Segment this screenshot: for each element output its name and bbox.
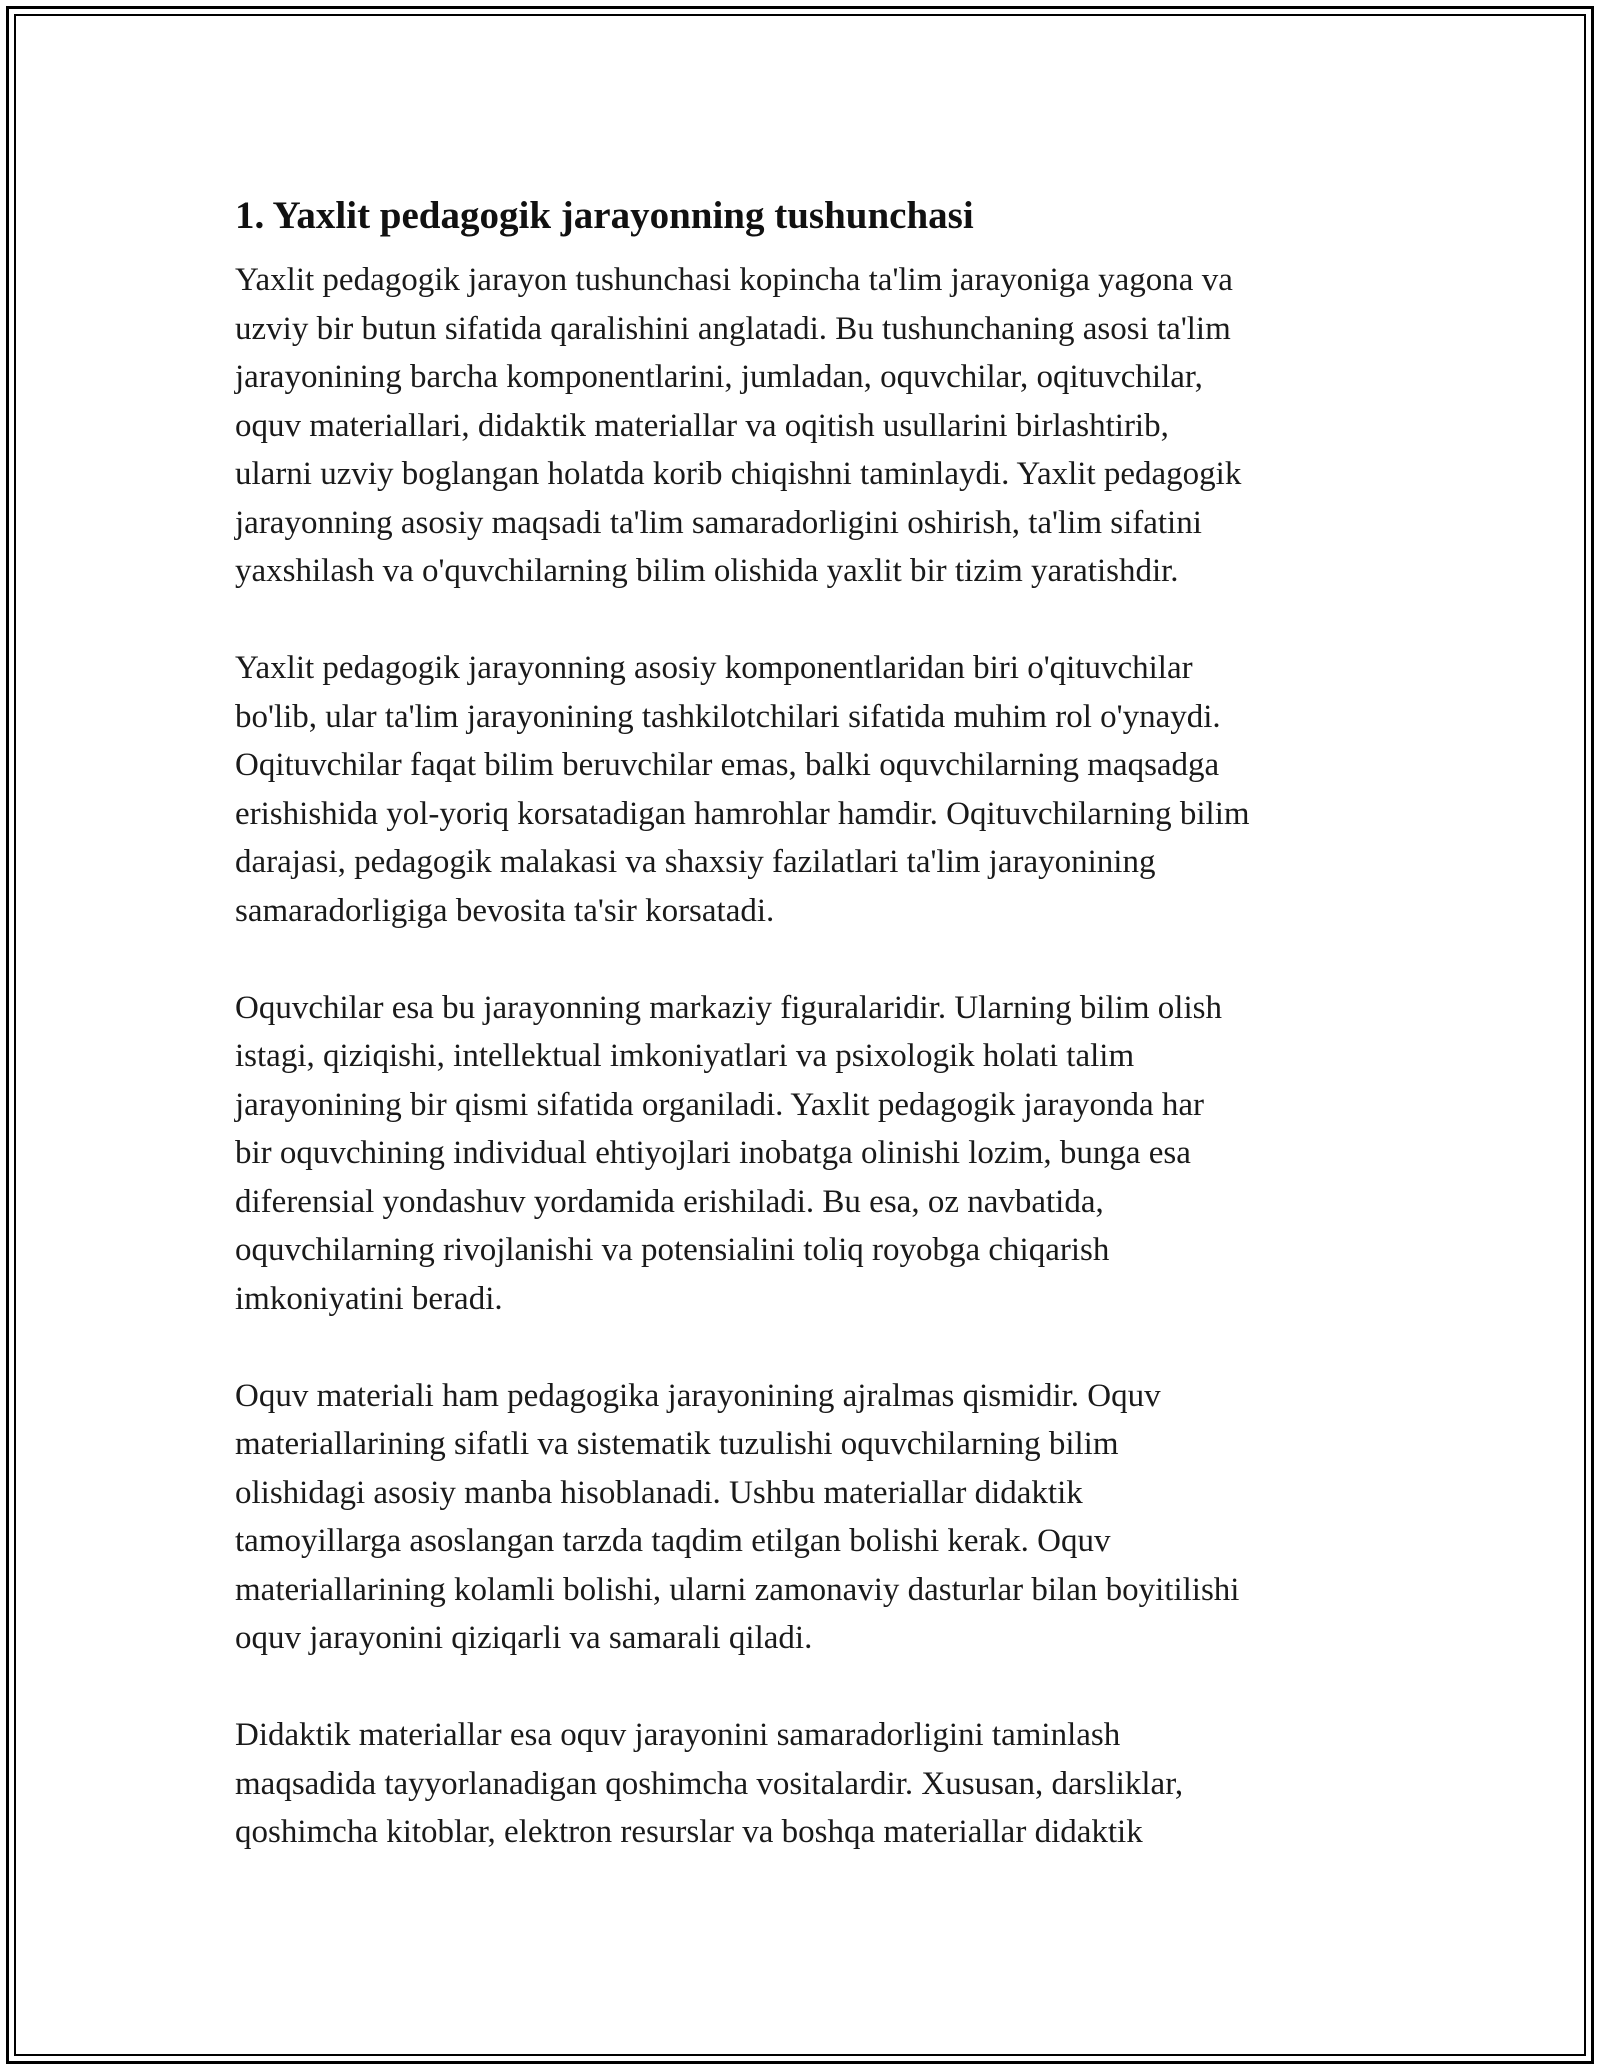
document-body xyxy=(235,188,1365,1905)
paragraph-2: Yaxlit pedagogik jarayonning asosiy komponentlaridan biri o'qituvchilar bo'lib, ular ta'lim jarayonining tashkilotchilari sifatida muhim rol o'ynaydi. Oqituvchilar faqat bilim beruvchilar emas, balki oquvchilarning maqsadga erishishida yol-yoriq korsatadigan hamrohlar hamdir. Oqituvchilarning bilim darajasi, pedagogik malakasi va shaxsiy fazilatlari ta'lim jarayonining samaradorligiga bevosita ta'sir korsatadi. xyxy=(235,650,1250,929)
paragraph-5: Didaktik materiallar esa oquv jarayonini samaradorligini taminlash maqsadida tayyorlanadigan qoshimcha vositalardir. Xususan, darsliklar, qoshimcha kitoblar, elektron resurslar va boshqa materiallar didaktik xyxy=(235,1717,1184,1850)
paragraph-4: Oquv materiali ham pedagogika jarayonining ajralmas qismidir. Oquv materiallarining sifatli va sistematik tuzulishi oquvchilarning bilim olishidagi asosiy manba hisoblanadi. Ushbu materiallar didaktik tamoyillarga asoslangan tarzda taqdim etilgan bolishi kerak. Oquv materiallarining kolamli bolishi, ularni zamonaviy dasturlar bilan boyitilishi oquv jarayonini qiziqarli va samarali qiladi. xyxy=(235,1377,1240,1656)
section-heading: 1. Yaxlit pedagogik jarayonning tushunchasi xyxy=(235,194,974,237)
paragraph-3: Oquvchilar esa bu jarayonning markaziy figuralaridir. Ularning bilim olish istagi, qiziqishi, intellektual imkoniyatlari va psixologik holati talim jarayonining bir qismi sifatida organiladi. Yaxlit pedagogik jarayonda har bir oquvchining individual ehtiyojlari inobatga olinishi lozim, bunga esa diferensial yondashuv yordamida erishiladi. Bu esa, oz navbatida, oquvchilarning rivojlanishi va potensialini toliq royobga chiqarish imkoniyatini beradi. xyxy=(235,989,1222,1317)
paragraph-1: Yaxlit pedagogik jarayon tushunchasi kopincha ta'lim jarayoniga yagona va uzviy bir butun sifatida qaralishini anglatadi. Bu tushunchaning asosi ta'lim jarayonining barcha komponentlarini, jumladan, oquvchilar, oqituvchilar, oquv materiallari, didaktik materiallar va oqitish usullarini birlashtirib, ularni uzviy boglangan holatda korib chiqishni taminlaydi. Yaxlit pedagogik jarayonning asosiy maqsadi ta'lim samaradorligini oshirish, ta'lim sifatini yaxshilash va o'quvchilarning bilim olishida yaxlit bir tizim yaratishdir. xyxy=(235,262,1242,589)
